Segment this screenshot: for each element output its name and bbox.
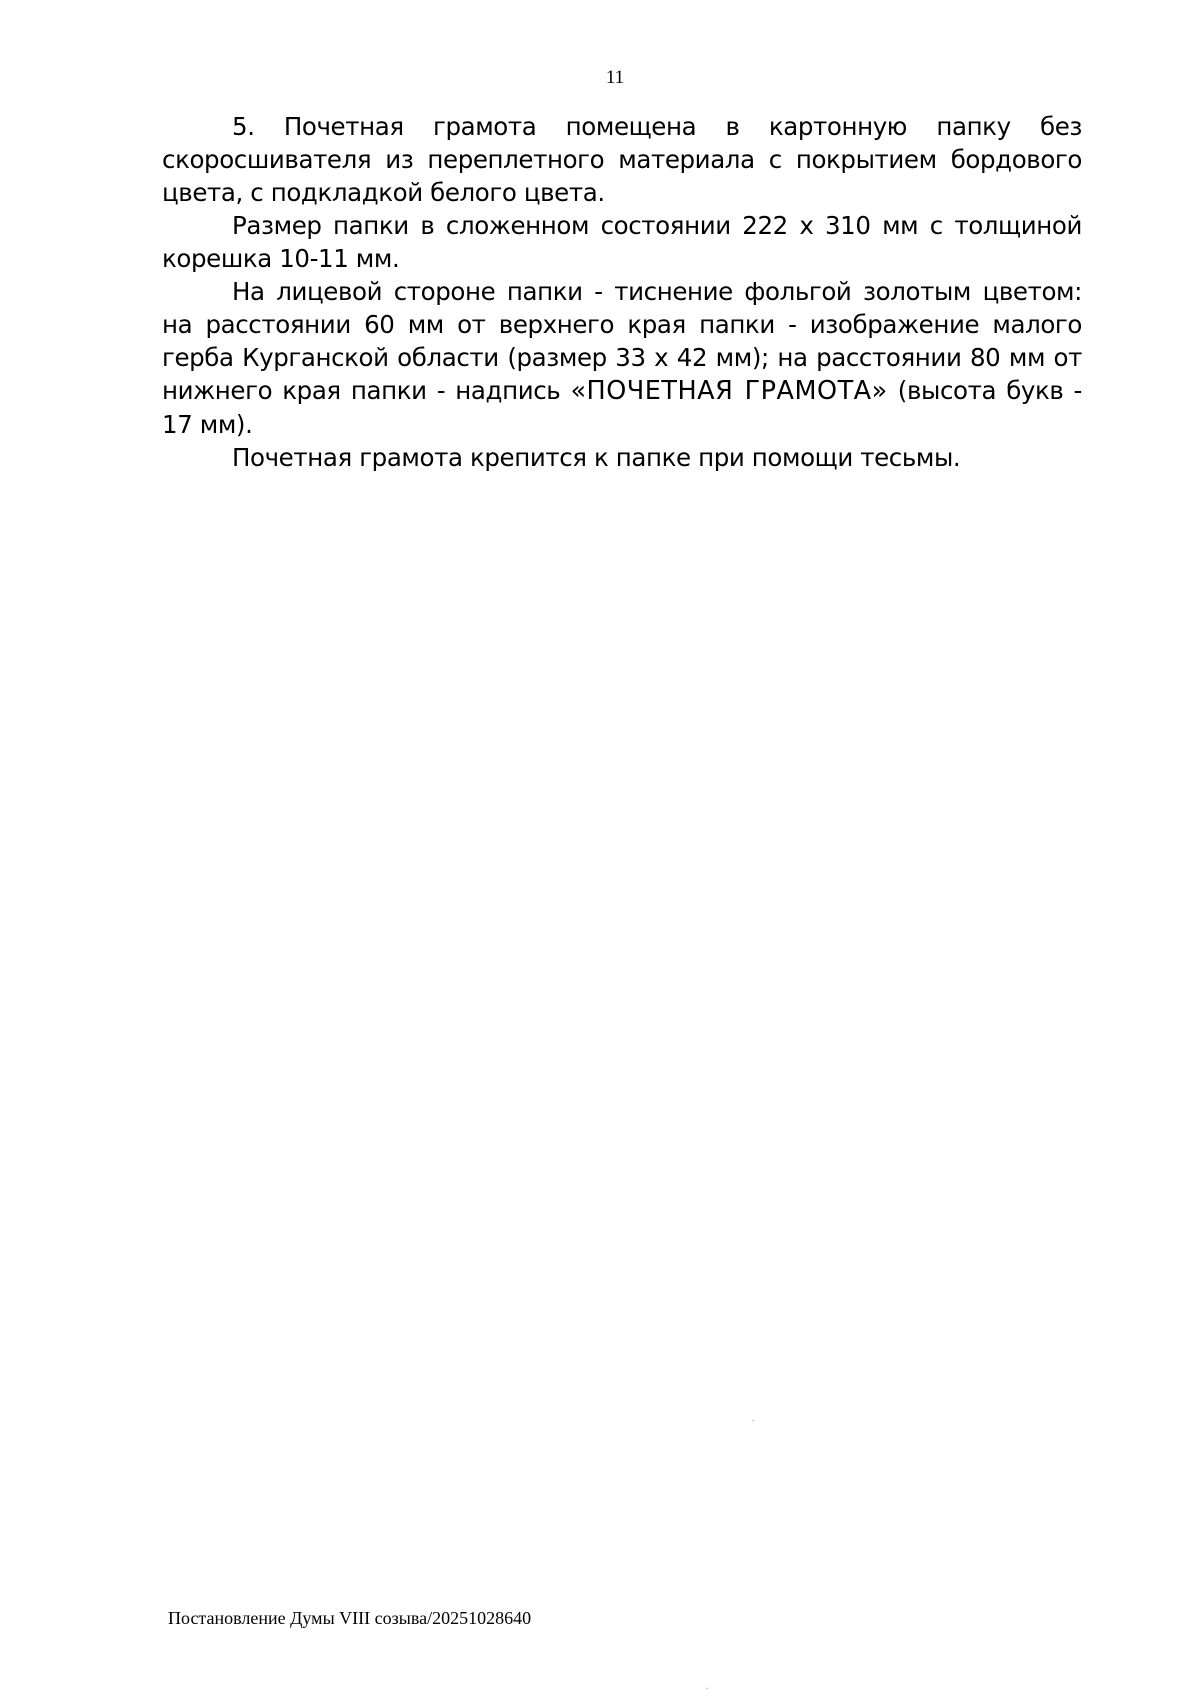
scan-speck — [752, 1420, 754, 1422]
embossing-text-end: (высота букв - 17 мм). — [162, 376, 1083, 439]
document-footer: Постановление Думы VIII созыва/20251028640 — [168, 1608, 532, 1628]
paragraph-folder-embossing — [162, 275, 1082, 441]
page-number: 11 — [605, 67, 625, 88]
paragraph-folder-description: 5. Почетная грамота помещена в картонную папку без скоросшивателя из переплетного материала с покрытием бордового цвета, с подкладкой белого цвета. — [162, 112, 1082, 207]
document-body — [162, 110, 1082, 474]
scan-speck — [706, 1688, 708, 1690]
paragraph-ribbon-attachment: Почетная грамота крепится к папке при помощи тесьмы. — [232, 443, 961, 472]
embossing-inscription: «ПОЧЕТНАЯ ГРАМОТА» — [570, 376, 888, 406]
paragraph-folder-size: Размер папки в сложенном состоянии 222 х 310 мм с толщиной корешка 10-11 мм. — [162, 211, 1082, 273]
embossing-text-start: На лицевой стороне папки - тиснение фольгой золотым цветом: на расстоянии 60 мм от верхнего края папки - изображение малого герба Курганской области (размер 33 х 42 мм); на расстоянии 80 мм от нижнего края папки - надпись — [162, 277, 1082, 405]
